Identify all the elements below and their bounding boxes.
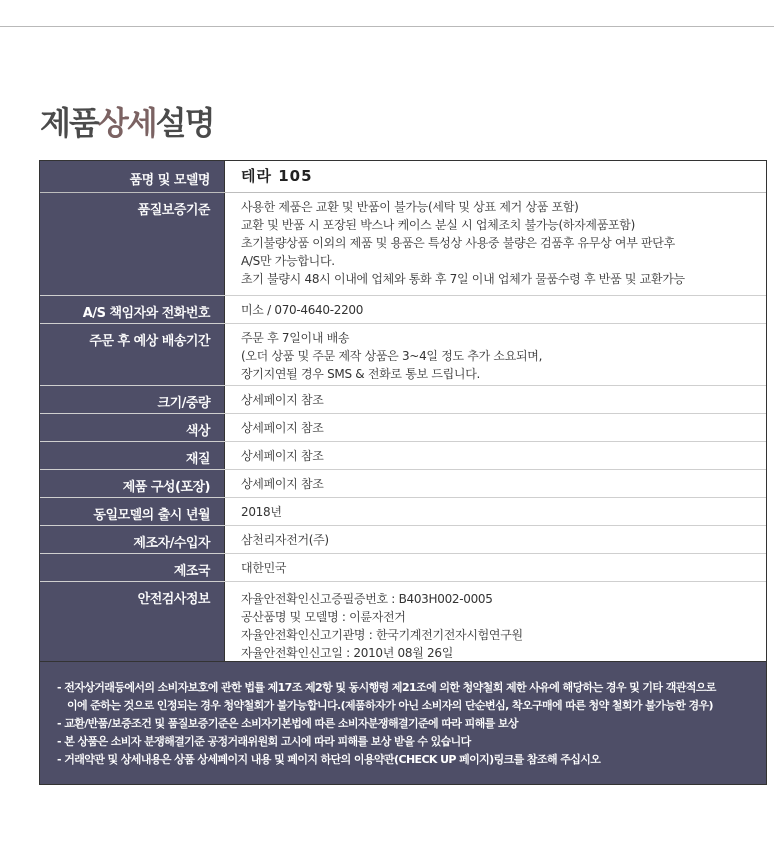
row-value [224,554,766,581]
row-value [224,498,766,525]
value-line: 초기 불량시 48시 이내에 업체와 통화 후 7일 이내 업체가 물품수령 후 반품 및 교환가능 [241,272,685,286]
notice-item: - 교환/반품/보증조건 및 품질보증기준은 소비자기본법에 따른 소비자분쟁해결기준에 따라 피해를 보상 [57,717,518,730]
info-row-model [40,161,766,193]
value-line: 상세페이지 참조 [241,477,324,491]
value-line: 자율안전확인신고일 : 2010년 08월 26일 [241,646,453,660]
info-row-as-contact [40,296,766,324]
value-line: 상세페이지 참조 [241,449,324,463]
row-label: 색상 [40,414,224,441]
row-label: 크기/중량 [40,386,224,413]
row-value [224,414,766,441]
value-line: 교환 및 반품 시 포장된 박스나 케이스 분실 시 업체조치 불가능(하자제품포함) [241,218,635,232]
info-row-safety-inspection [40,582,766,670]
row-label: 재질 [40,442,224,469]
value-line: 테라 105 [241,167,313,185]
info-row-manufacturer [40,526,766,554]
info-row-release-date [40,498,766,526]
product-info-table [39,160,767,671]
value-line: A/S만 가능합니다. [241,254,335,268]
row-label: A/S 책임자와 전화번호 [40,296,224,323]
info-row-origin-country [40,554,766,582]
row-value [224,386,766,413]
title-part-2: 상세 [97,104,156,142]
info-row-color [40,414,766,442]
row-label: 안전검사정보 [40,582,224,670]
row-label: 제품 구성(포장) [40,470,224,497]
row-value [224,470,766,497]
row-label: 품질보증기준 [40,193,224,295]
value-line: 자율안전확인신고증필증번호 : B403H002-0005 [241,592,493,606]
value-line: 초기불량상품 이외의 제품 및 용품은 특성상 사용중 불량은 검품후 유무상 여부 판단후 [241,236,675,250]
value-line: 상세페이지 참조 [241,393,324,407]
top-divider [0,26,774,27]
value-line: 2018년 [241,505,282,519]
row-value [224,193,766,295]
value-line: (오더 상품 및 주문 제작 상품은 3~4일 정도 추가 소요되며, [241,349,543,363]
value-line: 삼천리자전거(주) [241,533,329,547]
row-value [224,442,766,469]
notice-item: - 거래약관 및 상세내용은 상품 상세페이지 내용 및 페이지 하단의 이용약관(CHECK UP 페이지)링크를 참조해 주십시오 [57,753,601,766]
row-label: 제조자/수입자 [40,526,224,553]
value-line: 주문 후 7일이내 배송 [241,331,350,345]
value-line: 장기지연될 경우 SMS & 전화로 통보 드립니다. [241,367,481,381]
info-row-size-weight [40,386,766,414]
row-label: 품명 및 모델명 [40,161,224,192]
notice-item: 이에 준하는 것으로 인정되는 경우 청약철회가 불가능합니다.(제품하자가 아닌 소비자의 단순변심, 착오구매에 따른 청약 철회가 불가능한 경우) [67,699,713,712]
title-part-3: 설명 [155,104,214,142]
title-part-1: 제품 [40,104,98,142]
row-value [224,296,766,323]
value-line: 공산품명 및 모델명 : 이륜자전거 [241,610,406,624]
notice-item: - 전자상거래등에서의 소비자보호에 관한 법률 제17조 제2항 및 동시행령 제21조에 의한 청약철회 제한 사유에 해당하는 경우 및 기타 객관적으로 [57,681,716,694]
value-line: 자율안전확인신고기관명 : 한국기계전기전자시험연구원 [241,628,523,642]
notice-item: - 본 상품은 소비자 분쟁해결기준 공정거래위원회 고시에 따라 피해를 보상 받을 수 있습니다 [57,735,471,748]
info-row-components [40,470,766,498]
row-value [224,526,766,553]
info-row-delivery [40,324,766,386]
section-title [40,101,213,145]
row-label: 제조국 [40,554,224,581]
value-line: 상세페이지 참조 [241,421,324,435]
row-value [224,324,766,385]
info-row-material [40,442,766,470]
value-line: 미소 / 070-4640-2200 [241,303,364,317]
notice-box [39,661,767,785]
info-row-warranty [40,193,766,296]
row-value [224,161,766,192]
row-label: 동일모델의 출시 년월 [40,498,224,525]
row-value [224,582,766,670]
value-line: 대한민국 [241,561,287,575]
value-line: 사용한 제품은 교환 및 반품이 불가능(세탁 및 상표 제거 상품 포함) [241,200,579,214]
row-label: 주문 후 예상 배송기간 [40,324,224,385]
